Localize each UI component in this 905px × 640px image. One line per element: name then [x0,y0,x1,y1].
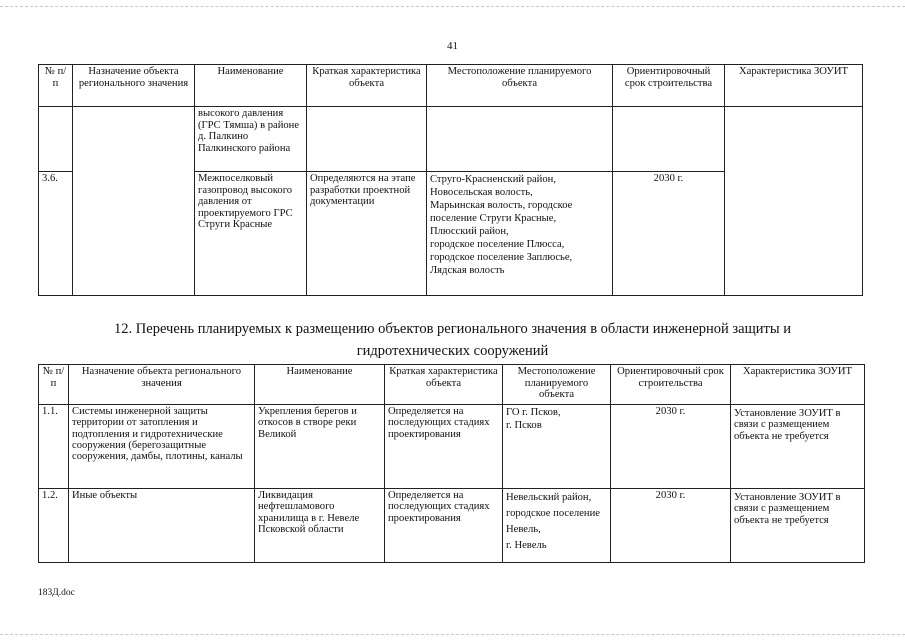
cell-name: Межпоселковый газопровод высокого давления от проектируемого ГРС Струги Красные [195,172,307,296]
location-line: городское поселение Плюсса, городское поселение Заплюсье, Лядская волость [430,239,573,276]
header-term: Ориентировочный срок строительства [611,365,731,405]
header-location: Местоположение планируемого объекта [503,365,611,405]
cell-location [503,489,611,563]
cell-term: 2030 г. [613,172,725,296]
table-row [39,489,865,563]
section-heading-line2: гидротехнических сооружений [356,343,549,359]
cell-name: высокого давления (ГРС Тямша) в районе д. Палкино Палкинского района [195,107,307,172]
table-row [39,405,865,489]
location-line: Новосельская волость, [430,187,533,198]
header-zouit: Характеристика ЗОУИТ [725,65,863,107]
cell-brief: Определяется на последующих стадиях проектирования [385,489,503,563]
cell-location [427,107,613,172]
location-line: Струго-Красненский район, [430,174,556,185]
cell-num: 3.6. [39,172,73,296]
location-line: городское поселение Невель, [506,508,600,535]
cell-zouit: Установление ЗОУИТ в связи с размещением объекта не требуется [731,489,865,563]
header-brief: Краткая характеристика объекта [307,65,427,107]
cell-brief: Определяется на последующих стадиях проектирования [385,405,503,489]
cell-purpose-merged [73,107,195,296]
location-line: г. Псков [506,420,542,431]
table-header-row [39,65,863,107]
table-engineering-protection [38,364,865,563]
location-line: ГО г. Псков, [506,407,561,418]
location-line: Плюсский район, [430,226,509,237]
cell-term [613,107,725,172]
header-brief: Краткая характеристика объекта [385,365,503,405]
page-number: 41 [447,40,458,52]
section-heading-line1: 12. Перечень планируемых к размещению объектов регионального значения в области инженерной защиты и [114,321,791,337]
cell-brief: Определяются на этапе разработки проектной документации [307,172,427,296]
header-location: Местоположение планируемого объекта [427,65,613,107]
document-filename: 183Д.doc [38,588,75,598]
cell-term: 2030 г. [611,405,731,489]
cell-name: Укрепления берегов и откосов в створе реки Великой [255,405,385,489]
header-term: Ориентировочный срок строительства [613,65,725,107]
scan-top-border [0,6,905,7]
cell-num [39,107,73,172]
table-gas-objects [38,64,863,296]
header-num: № п/п [39,365,69,405]
cell-num: 1.1. [39,405,69,489]
cell-name: Ликвидация нефтешламового хранилища в г. Невеле Псковской области [255,489,385,563]
scan-bottom-border [0,634,905,635]
cell-location [427,172,613,296]
header-purpose: Назначение объекта регионального значения [73,65,195,107]
cell-num: 1.2. [39,489,69,563]
cell-zouit: Установление ЗОУИТ в связи с размещением объекта не требуется [731,405,865,489]
header-num: № п/п [39,65,73,107]
location-line: Марьинская волость, городское поселение Струги Красные, [430,200,573,224]
cell-purpose: Иные объекты [69,489,255,563]
header-purpose: Назначение объекта регионального значения [69,365,255,405]
location-line: г. Невель [506,540,547,551]
header-zouit: Характеристика ЗОУИТ [731,365,865,405]
cell-purpose: Системы инженерной защиты территории от затопления и подтопления и гидротехнические сооружения (берегозащитные сооружения, дамбы, плотины, каналы [69,405,255,489]
cell-zouit-merged [725,107,863,296]
header-name: Наименование [255,365,385,405]
cell-term: 2030 г. [611,489,731,563]
header-name: Наименование [195,65,307,107]
location-line: Невельский район, [506,492,592,503]
table-header-row [39,365,865,405]
cell-brief [307,107,427,172]
table-row [39,107,863,172]
cell-location [503,405,611,489]
